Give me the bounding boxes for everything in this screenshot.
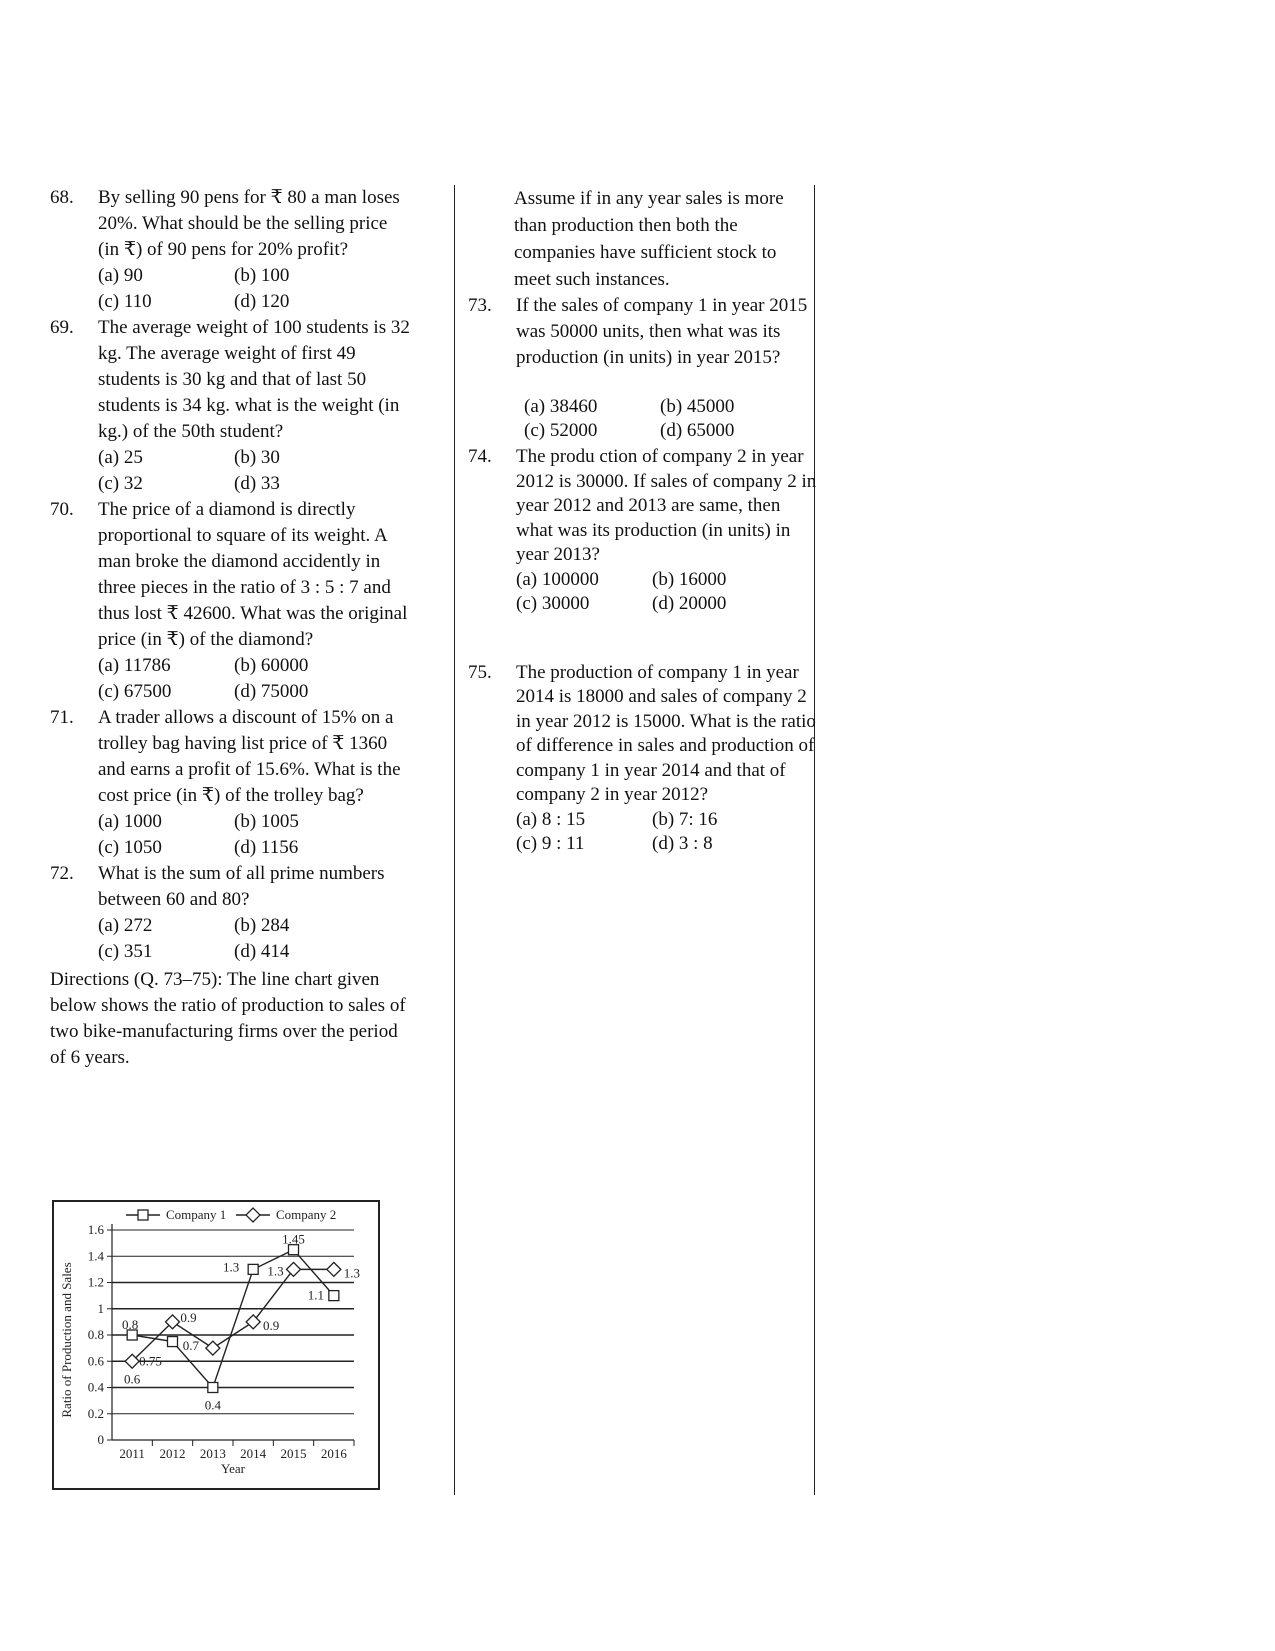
- data-label: 1.3: [267, 1263, 284, 1279]
- option-c: (c) 67500: [98, 681, 172, 702]
- option-d: (d) 20000: [652, 593, 727, 614]
- x-tick-label: 2015: [280, 1446, 307, 1461]
- option-b: (b) 284: [234, 915, 290, 936]
- y-tick-label: 1.2: [87, 1274, 104, 1290]
- options: [516, 808, 818, 857]
- question-74: [468, 445, 818, 617]
- data-label: 0.8: [122, 1317, 139, 1332]
- option-c: (c) 9 : 11: [516, 833, 585, 854]
- x-tick-label: 2014: [240, 1446, 267, 1461]
- question-text: The price of a diamond is directly proportional to square of its weight. A man broke the diamond accidently in three pieces in the ratio of 3 : 5 : 7 and thus lost ₹ 42600. What was the original price (in ₹) of the diamond?: [98, 499, 408, 650]
- data-point-company-1: [329, 1291, 339, 1301]
- option-b: (b) 100: [234, 265, 290, 286]
- data-point-company-1: [208, 1383, 218, 1393]
- option-b: (b) 30: [234, 447, 280, 468]
- x-tick-label: 2012: [159, 1446, 186, 1461]
- option-b: (b) 60000: [234, 655, 309, 676]
- legend-label: Company 2: [276, 1207, 337, 1222]
- data-label: 0.4: [204, 1397, 221, 1413]
- y-tick-label: 1: [97, 1300, 104, 1316]
- data-point-company-2: [327, 1262, 341, 1276]
- options: [98, 445, 410, 497]
- legend-marker: [246, 1208, 260, 1222]
- data-point-company-1: [168, 1337, 178, 1347]
- line-chart: [52, 1200, 380, 1490]
- y-tick-label: 1.4: [87, 1248, 104, 1264]
- y-tick-label: 0.2: [87, 1405, 104, 1421]
- question-number: 75.: [468, 661, 492, 683]
- left-column: [50, 185, 410, 1071]
- option-d: (d) 75000: [234, 681, 309, 702]
- legend-marker: [138, 1210, 148, 1220]
- option-c: (c) 1050: [98, 837, 162, 858]
- question-number: 68.: [50, 187, 74, 208]
- directions-text: Directions (Q. 73–75): The line chart given below shows the ratio of production to sales of two bike-manufacturing firms over the period of 6 years.: [50, 969, 406, 1068]
- option-b: (b) 1005: [234, 811, 299, 832]
- data-label: 1.3: [343, 1265, 360, 1281]
- question-70: [50, 497, 410, 705]
- option-a: (a) 25: [98, 447, 143, 468]
- x-tick-label: 2011: [119, 1446, 145, 1461]
- data-point-company-2: [287, 1262, 301, 1276]
- option-d: (d) 3 : 8: [652, 833, 713, 854]
- question-text: The production of company 1 in year 2014 is 18000 and sales of company 2 in year 2012 is 15000. What is the ratio of difference in sales and production of company 1 in year 2014 and that of company 2 in year 2012?: [516, 661, 816, 805]
- option-b: (b) 16000: [652, 568, 727, 590]
- option-a: (a) 8 : 15: [516, 808, 586, 830]
- option-a: (a) 272: [98, 915, 153, 936]
- question-number: 69.: [50, 317, 74, 338]
- column-divider: [454, 185, 455, 1495]
- options: [98, 263, 410, 315]
- options: [98, 913, 410, 965]
- y-tick-label: 0.8: [87, 1327, 104, 1342]
- y-tick-label: 0: [97, 1432, 104, 1447]
- x-axis-label: Year: [221, 1461, 245, 1476]
- option-c: (c) 30000: [516, 593, 590, 614]
- data-label: 1.45: [282, 1231, 305, 1247]
- option-b: (b) 45000: [660, 396, 735, 417]
- question-number: 71.: [50, 707, 74, 728]
- options: [98, 653, 410, 705]
- data-point-company-2: [206, 1341, 220, 1355]
- option-c: (c) 32: [98, 473, 143, 494]
- data-label: 0.75: [139, 1353, 162, 1369]
- option-d: (d) 414: [234, 941, 290, 962]
- x-tick-label: 2016: [320, 1446, 347, 1461]
- data-label: 0.7: [182, 1338, 199, 1354]
- option-a: (a) 90: [98, 265, 143, 286]
- legend-label: Company 1: [166, 1207, 227, 1222]
- y-axis-label: Ratio of Production and Sales: [59, 1262, 74, 1418]
- x-tick-label: 2013: [199, 1446, 226, 1461]
- option-b: (b) 7: 16: [652, 808, 718, 830]
- option-a: (a) 1000: [98, 811, 162, 832]
- question-71: [50, 705, 410, 861]
- question-75: [468, 661, 818, 857]
- y-tick-label: 0.6: [87, 1353, 104, 1369]
- question-text: The produ ction of company 2 in year 2012 is 30000. If sales of company 2 in year 2012 and 2013 are same, then what was its production (in units) in year 2013?: [516, 446, 817, 565]
- question-text: The average weight of 100 students is 32 kg. The average weight of first 49 students is 30 kg and that of last 50 students is 34 kg. what is the weight (in kg.) of the 50th student?: [98, 317, 410, 442]
- data-label: 1.3: [223, 1259, 240, 1275]
- option-a: (a) 100000: [516, 568, 599, 590]
- option-d: (d) 65000: [660, 420, 735, 441]
- question-68: [50, 185, 410, 315]
- question-text: What is the sum of all prime numbers between 60 and 80?: [98, 863, 385, 910]
- option-d: (d) 33: [234, 473, 280, 494]
- option-d: (d) 120: [234, 291, 290, 312]
- question-text: If the sales of company 1 in year 2015 was 50000 units, then what was its production (in units) in year 2015?: [516, 295, 808, 368]
- options: [98, 809, 410, 861]
- option-c: (c) 110: [98, 291, 152, 312]
- question-number: 74.: [468, 446, 492, 467]
- option-a: (a) 11786: [98, 655, 171, 676]
- question-72: [50, 861, 410, 965]
- option-c: (c) 351: [98, 941, 153, 962]
- question-69: [50, 315, 410, 497]
- question-text: A trader allows a discount of 15% on a trolley bag having list price of ₹ 1360 and earns a profit of 15.6%. What is the cost price (in ₹) of the trolley bag?: [98, 707, 401, 806]
- right-column: [468, 185, 818, 857]
- data-label: 0.6: [124, 1371, 141, 1387]
- question-number: 73.: [468, 295, 492, 316]
- option-d: (d) 1156: [234, 837, 299, 858]
- data-point-company-2: [246, 1315, 260, 1329]
- data-label: 0.9: [263, 1317, 280, 1333]
- chart-svg: [54, 1202, 378, 1488]
- y-tick-label: 0.4: [87, 1379, 104, 1395]
- question-number: 70.: [50, 499, 74, 520]
- option-c: (c) 52000: [524, 420, 598, 441]
- question-number: 72.: [50, 863, 74, 884]
- question-text: By selling 90 pens for ₹ 80 a man loses 20%. What should be the selling price (in ₹) of 90 pens for 20% profit?: [98, 187, 400, 260]
- y-tick-label: 1.6: [87, 1222, 104, 1237]
- assumption-text: Assume if in any year sales is more than production then both the companies have sufficient stock to meet such instances.: [514, 188, 784, 290]
- data-label: 0.9: [180, 1309, 197, 1325]
- option-a: (a) 38460: [524, 396, 598, 417]
- data-label: 1.1: [307, 1287, 324, 1303]
- question-73: [468, 293, 818, 443]
- data-point-company-1: [248, 1264, 258, 1274]
- options: [516, 568, 818, 617]
- options: [516, 395, 818, 443]
